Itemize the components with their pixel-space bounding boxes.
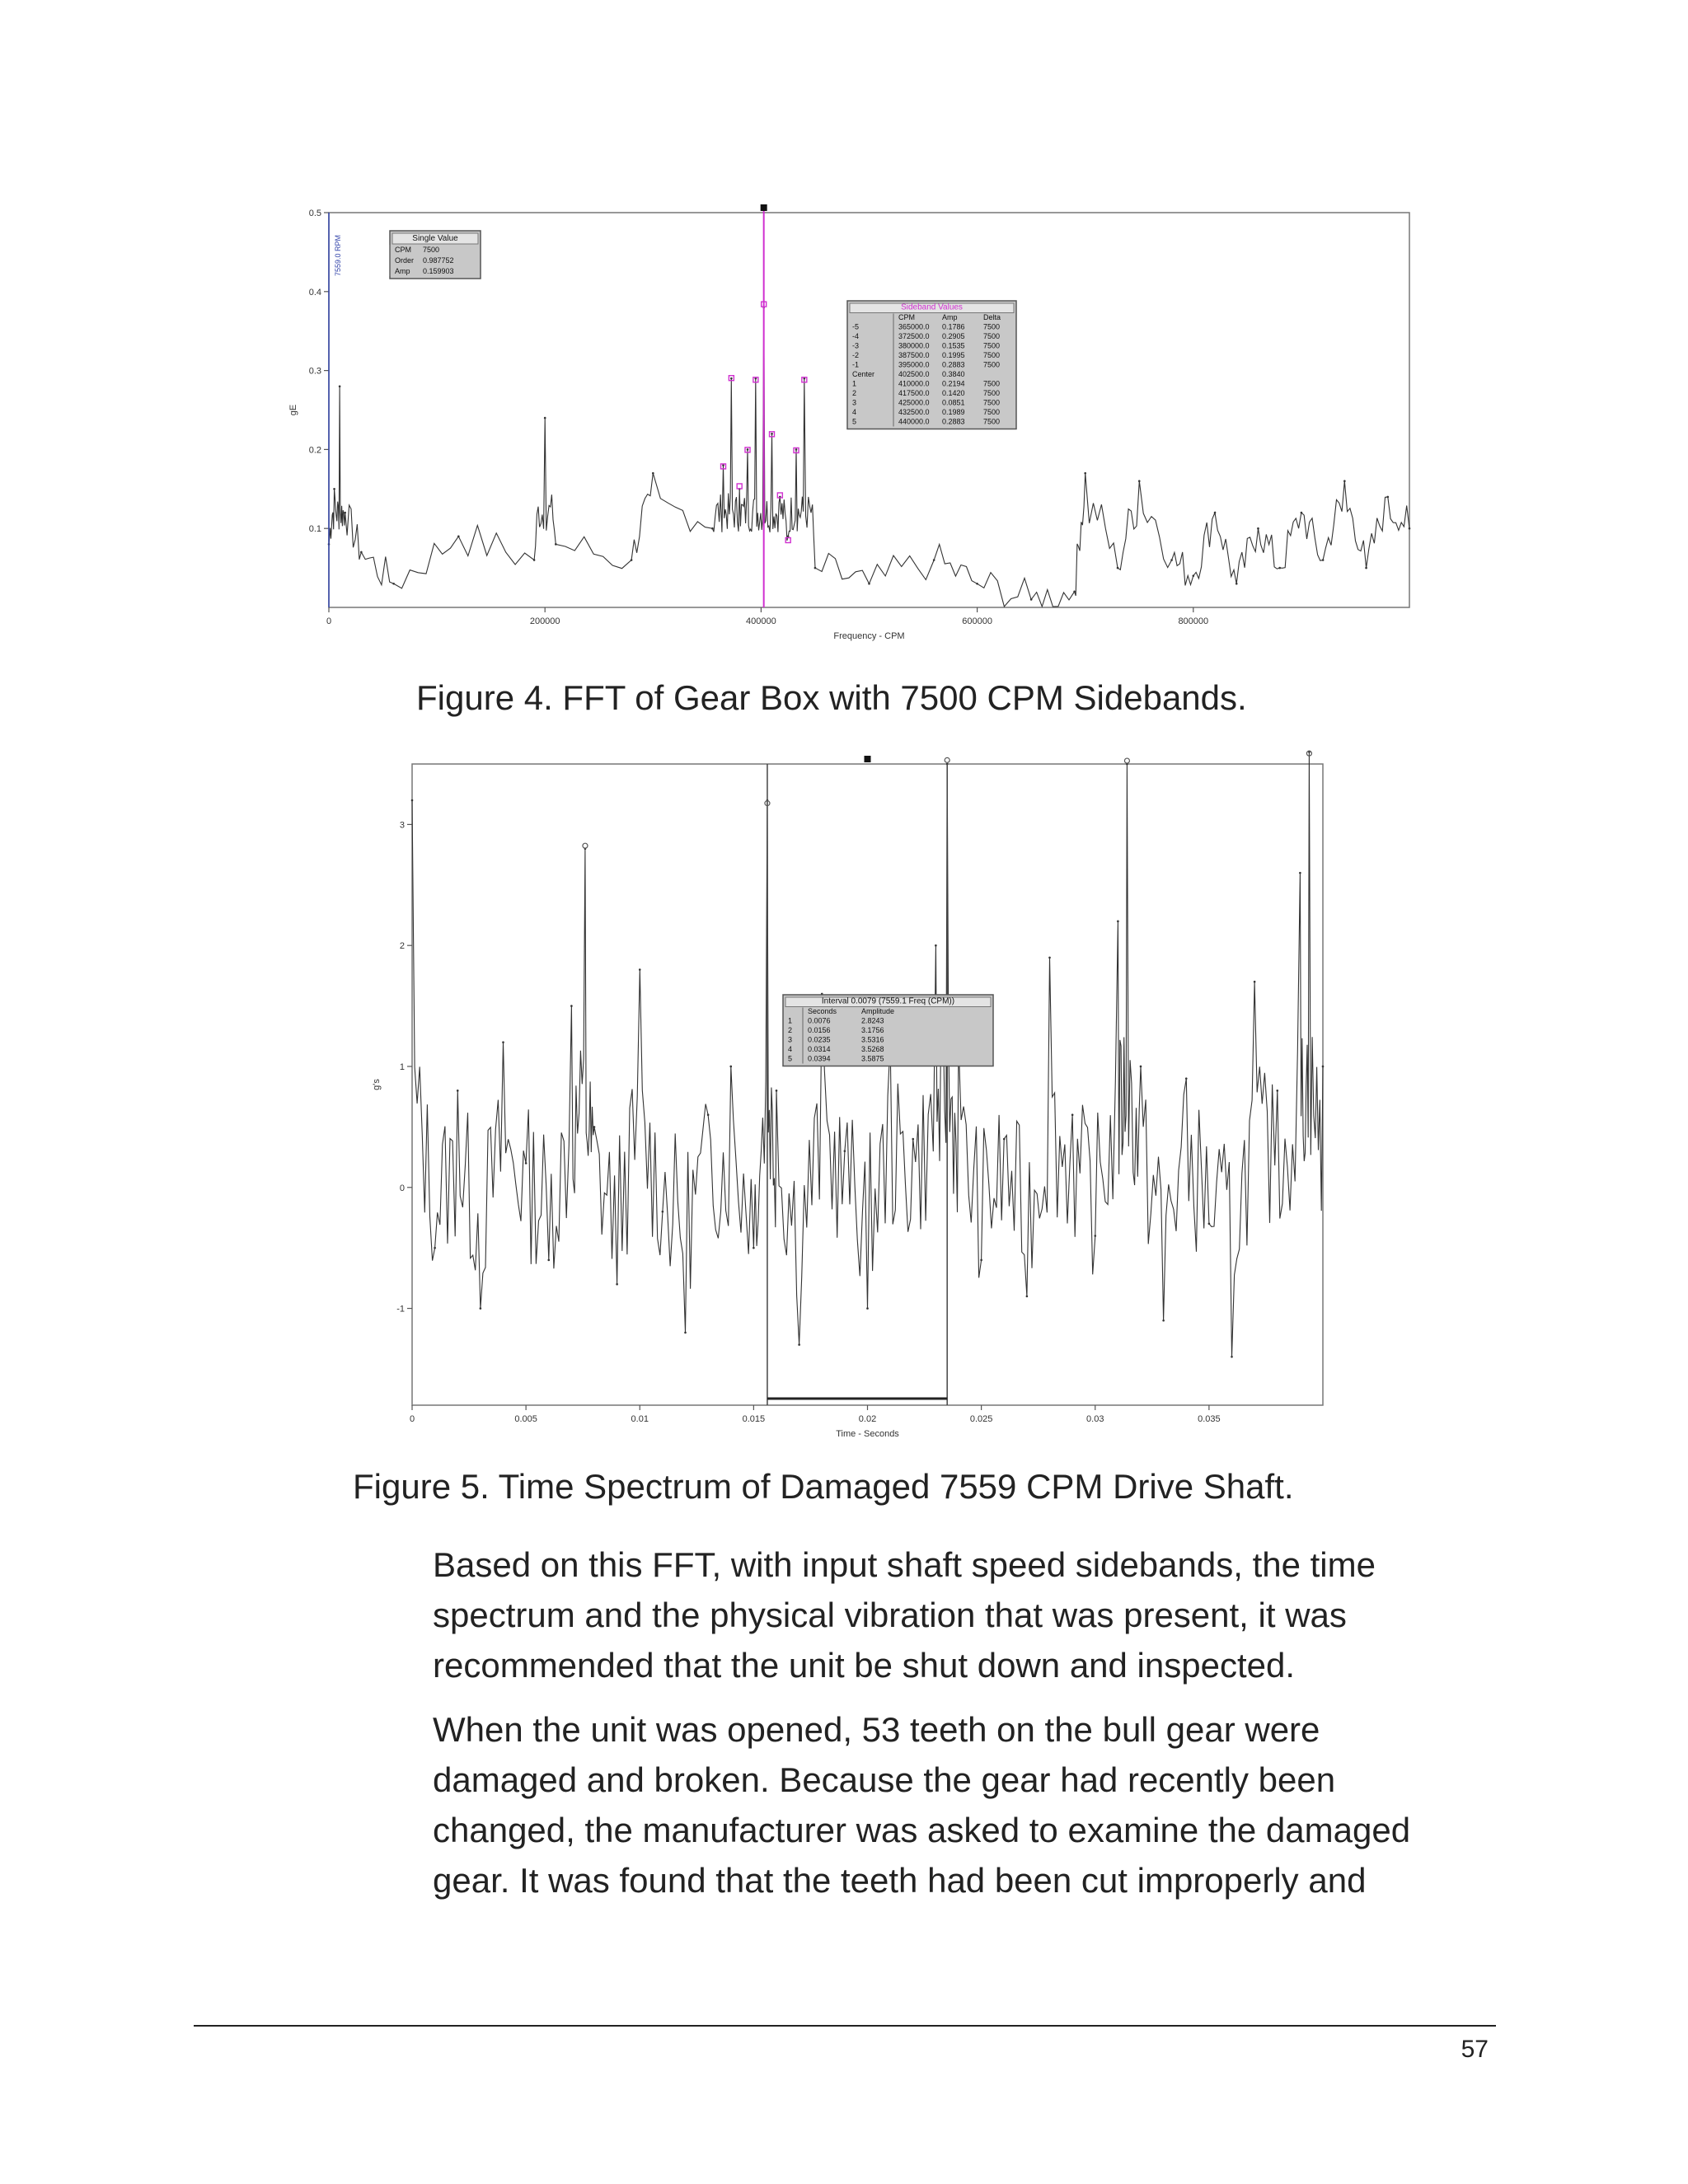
fft-data-point	[1214, 512, 1217, 514]
fft-data-point	[392, 583, 395, 585]
single-value-box-title: Single Value	[412, 234, 458, 243]
time-data-point	[502, 1041, 504, 1043]
sideband-table-cell: 365000.0	[898, 322, 930, 331]
sideband-table-cell: 7500	[983, 360, 1001, 369]
fft-data-point	[544, 417, 546, 419]
single-value-box-cell: 7500	[423, 246, 440, 254]
time-data-point	[411, 799, 414, 802]
interval-table-title: Interval 0.0079 (7559.1 Freq (CPM))	[821, 996, 955, 1006]
time-data-point	[480, 1307, 482, 1310]
interval-table-cell: 0.0156	[808, 1026, 831, 1034]
x-tick-label: 0.025	[969, 1414, 993, 1424]
interval-table-cell: 2.8243	[861, 1016, 884, 1025]
sideband-table-cell: 417500.0	[898, 389, 930, 397]
sideband-table-cell: 7500	[983, 398, 1001, 407]
sideband-table-cell: 0.2883	[942, 417, 965, 426]
sideband-table-cell: 0.1995	[942, 351, 965, 359]
time-data-point	[662, 1211, 664, 1213]
sideband-table-cell: 0.1420	[942, 389, 965, 397]
sideband-table-cell: -5	[852, 322, 860, 331]
fft-data-point	[457, 535, 460, 537]
body-paragraph-1	[433, 1540, 1504, 1690]
x-axis-label: Time - Seconds	[836, 1429, 899, 1439]
y-tick-label: 0.4	[308, 287, 321, 298]
time-data-point	[1140, 1066, 1142, 1068]
time-data-point	[593, 1126, 596, 1128]
y-axis-label: gE	[288, 404, 298, 416]
interval-table-cell: 3.1756	[861, 1026, 884, 1034]
paragraph-line: Based on this FFT, with input shaft speed sidebands, the time	[433, 1545, 1376, 1584]
sideband-table-header-3: Delta	[983, 313, 1001, 321]
fft-data-point	[1365, 567, 1367, 569]
fft-data-point	[1278, 567, 1281, 569]
interval-table-header-2: Amplitude	[861, 1007, 895, 1015]
sideband-table-cell: 4	[852, 408, 857, 416]
time-data-point	[1094, 1235, 1096, 1237]
fft-data-point	[795, 448, 798, 451]
time-data-point	[1322, 1066, 1325, 1068]
sideband-table-cell: -2	[852, 351, 860, 359]
interval-table-cell: 2	[788, 1026, 793, 1034]
fft-data-point	[333, 488, 335, 490]
paragraph-line: recommended that the unit be shut down and inspected.	[433, 1646, 1296, 1685]
y-tick-label: 0.1	[308, 524, 321, 535]
interval-table-cell: 0.0394	[808, 1054, 831, 1063]
interval-table-cell: 1	[788, 1016, 793, 1025]
x-tick-label: 600000	[962, 616, 992, 626]
x-tick-label: 0.01	[631, 1414, 649, 1424]
sideband-table-cell: 440000.0	[898, 417, 930, 426]
sideband-table-cell: 7500	[983, 322, 1001, 331]
fft-data-point	[1030, 598, 1033, 601]
sideband-table-cell: 387500.0	[898, 351, 930, 359]
sideband-table-cell: -4	[852, 332, 860, 340]
time-data-point	[570, 1005, 573, 1007]
time-data-point	[1117, 921, 1119, 923]
sideband-table-cell: 425000.0	[898, 398, 930, 407]
single-value-box-cell: Amp	[395, 267, 410, 275]
sideband-table-cell: 372500.0	[898, 332, 930, 340]
single-value-box-cell: 0.987752	[423, 256, 454, 265]
fft-data-point	[771, 433, 773, 435]
time-data-point	[1231, 1356, 1233, 1358]
footer-rule	[194, 2025, 1496, 2027]
fft-data-point	[360, 551, 363, 554]
sideband-table-cell: 3	[852, 398, 857, 407]
sideband-table-cell: 1	[852, 379, 857, 388]
paragraph-line: gear. It was found that the teeth had been cut improperly and	[433, 1861, 1367, 1900]
single-value-box-cell: 0.159903	[423, 267, 454, 275]
interval-table-cell: 3.5316	[861, 1035, 884, 1044]
sideband-table-cell: 0.1989	[942, 408, 965, 416]
y-axis-label: g's	[372, 1079, 382, 1090]
interval-table-cell: 0.0314	[808, 1045, 831, 1053]
fft-data-point	[1236, 583, 1238, 585]
x-tick-label: 0.015	[742, 1414, 766, 1424]
time-data-point	[547, 1259, 550, 1262]
fft-data-point	[814, 567, 817, 569]
sideband-table-cell: -1	[852, 360, 860, 369]
time-data-point	[1276, 1090, 1278, 1092]
figure-5-caption: Figure 5. Time Spectrum of Damaged 7559 CPM Drive Shaft.	[353, 1467, 1294, 1506]
interval-table-cell: 0.0076	[808, 1016, 831, 1025]
time-data-point	[684, 1332, 687, 1334]
fft-data-point	[1170, 559, 1173, 561]
sideband-table-cell: -3	[852, 341, 860, 350]
x-tick-label: 0.02	[858, 1414, 877, 1424]
fft-data-point	[722, 464, 724, 466]
time-data-point	[616, 1283, 618, 1286]
fft-data-point	[1084, 472, 1086, 475]
time-data-point	[1254, 981, 1256, 983]
sideband-table-cell: 0.1535	[942, 341, 965, 350]
fft-data-point	[1073, 591, 1076, 593]
fft-data-point	[976, 583, 978, 585]
time-data-point	[753, 1247, 755, 1249]
x-tick-label: 0	[326, 616, 332, 626]
fft-data-point	[1322, 559, 1325, 561]
sideband-table-cell: 432500.0	[898, 408, 930, 416]
time-data-point	[1162, 1319, 1165, 1322]
time-data-point	[912, 1138, 914, 1141]
cursor-handle	[761, 204, 767, 211]
sideband-table-cell: 5	[852, 417, 857, 426]
fft-data-point	[1301, 512, 1303, 514]
fft-data-point	[1409, 527, 1411, 530]
sideband-table-cell: 0.1786	[942, 322, 965, 331]
fft-data-point	[1343, 480, 1346, 482]
interval-table-cell: 4	[788, 1045, 793, 1053]
fft-data-point	[933, 559, 935, 561]
time-data-point	[866, 1307, 869, 1310]
fft-data-point	[730, 377, 733, 380]
time-data-point	[1208, 1223, 1211, 1226]
sideband-table-cell: 7500	[983, 351, 1001, 359]
x-tick-label: 200000	[529, 616, 560, 626]
sideband-table-cell: 0.2883	[942, 360, 965, 369]
sideband-table-cell: 7500	[983, 408, 1001, 416]
fft-data-point	[1117, 567, 1119, 569]
y-tick-label: 0.3	[308, 366, 321, 377]
fft-data-point	[1138, 480, 1141, 482]
sideband-table-cell: 402500.0	[898, 370, 930, 378]
fft-data-point	[787, 535, 790, 537]
paragraph-line: spectrum and the physical vibration that was present, it was	[433, 1596, 1347, 1634]
sideband-table-cell: 410000.0	[898, 379, 930, 388]
fft-data-point	[344, 512, 346, 514]
single-value-box-cell: CPM	[395, 246, 411, 254]
fft-data-point	[1257, 527, 1259, 530]
x-tick-label: 800000	[1178, 616, 1209, 626]
figure-5-time-waveform-chart	[372, 746, 1331, 1439]
sideband-table-cell: 0.2194	[942, 379, 965, 388]
y-tick-label: -1	[396, 1304, 405, 1315]
sideband-table-cell: 7500	[983, 417, 1001, 426]
figure-4-caption: Figure 4. FFT of Gear Box with 7500 CPM Sidebands.	[416, 678, 1247, 717]
interval-table-cell: 0.0235	[808, 1035, 831, 1044]
fft-data-point	[1193, 574, 1195, 577]
time-data-point	[980, 1259, 982, 1262]
time-data-point	[1026, 1296, 1029, 1298]
fft-data-point	[747, 448, 749, 451]
sideband-table-cell: Center	[852, 370, 875, 378]
fft-data-point	[652, 472, 654, 475]
x-axis-label: Frequency - CPM	[833, 631, 905, 641]
time-chart-svg	[372, 746, 1331, 1439]
fft-data-point	[631, 559, 633, 561]
interval-table-cell: 3.5875	[861, 1054, 884, 1063]
single-value-box-cell: Order	[395, 256, 415, 265]
sideband-table-cell: 7500	[983, 332, 1001, 340]
fft-data-point	[711, 527, 714, 530]
sideband-table-cell: 380000.0	[898, 341, 930, 350]
interval-table-cell: 3	[788, 1035, 793, 1044]
paragraph-line: changed, the manufacturer was asked to examine the damaged	[433, 1811, 1411, 1849]
time-data-point	[1071, 1113, 1074, 1116]
interval-table-cell: 5	[788, 1054, 793, 1063]
fft-data-point	[339, 385, 341, 387]
sideband-table-title: Sideband Values	[901, 302, 963, 312]
time-data-point	[1299, 872, 1301, 874]
y-tick-label: 0.5	[308, 209, 321, 218]
time-data-point	[434, 1247, 436, 1249]
x-tick-label: 0	[409, 1414, 415, 1424]
fft-data-point	[533, 559, 536, 561]
sideband-table-cell: 395000.0	[898, 360, 930, 369]
sideband-table-cell: 7500	[983, 341, 1001, 350]
time-data-point	[1003, 1138, 1006, 1141]
fft-chart-svg	[288, 202, 1422, 651]
cursor-handle	[865, 756, 871, 762]
cursor-readout: 7559.0 RPM	[334, 234, 342, 276]
y-tick-label: 3	[399, 820, 405, 831]
time-data-point	[729, 1066, 732, 1068]
sideband-table-cell: 7500	[983, 379, 1001, 388]
time-data-point	[798, 1343, 800, 1346]
x-tick-label: 0.03	[1086, 1414, 1104, 1424]
sideband-table-cell: 0.2905	[942, 332, 965, 340]
paragraph-line: When the unit was opened, 53 teeth on the bull gear were	[433, 1710, 1320, 1749]
time-data-point	[457, 1090, 459, 1092]
paragraph-line: damaged and broken. Because the gear had recently been	[433, 1760, 1336, 1799]
body-paragraph-2	[433, 1704, 1504, 1905]
y-tick-label: 0.2	[308, 445, 321, 456]
time-data-point	[1048, 957, 1051, 959]
sideband-table-cell: 7500	[983, 389, 1001, 397]
fft-data-point	[1386, 496, 1389, 499]
y-tick-label: 2	[399, 941, 405, 952]
x-tick-label: 0.005	[514, 1414, 537, 1424]
y-tick-label: 0	[399, 1183, 405, 1193]
sideband-table-cell: 0.0851	[942, 398, 965, 407]
time-data-point	[844, 1150, 846, 1152]
time-data-point	[935, 944, 937, 947]
sideband-table-header-2: Amp	[942, 313, 958, 321]
time-data-point	[776, 1090, 778, 1092]
page-number: 57	[1461, 2036, 1489, 2063]
y-tick-label: 1	[399, 1062, 405, 1072]
time-data-point	[1185, 1077, 1188, 1080]
interval-table-header-1: Seconds	[808, 1007, 837, 1015]
time-data-point	[525, 1162, 528, 1165]
interval-table-cell: 3.5268	[861, 1045, 884, 1053]
x-tick-label: 400000	[746, 616, 776, 626]
time-data-point	[639, 968, 641, 971]
sideband-table-header-1: CPM	[898, 313, 915, 321]
fft-data-point	[868, 583, 870, 585]
sideband-table-cell: 2	[852, 389, 857, 397]
x-tick-label: 0.035	[1198, 1414, 1221, 1424]
sideband-table-cell: 0.3840	[942, 370, 965, 378]
figure-4-fft-chart	[288, 202, 1422, 651]
time-data-point	[707, 1113, 710, 1116]
fft-data-point	[555, 543, 557, 546]
